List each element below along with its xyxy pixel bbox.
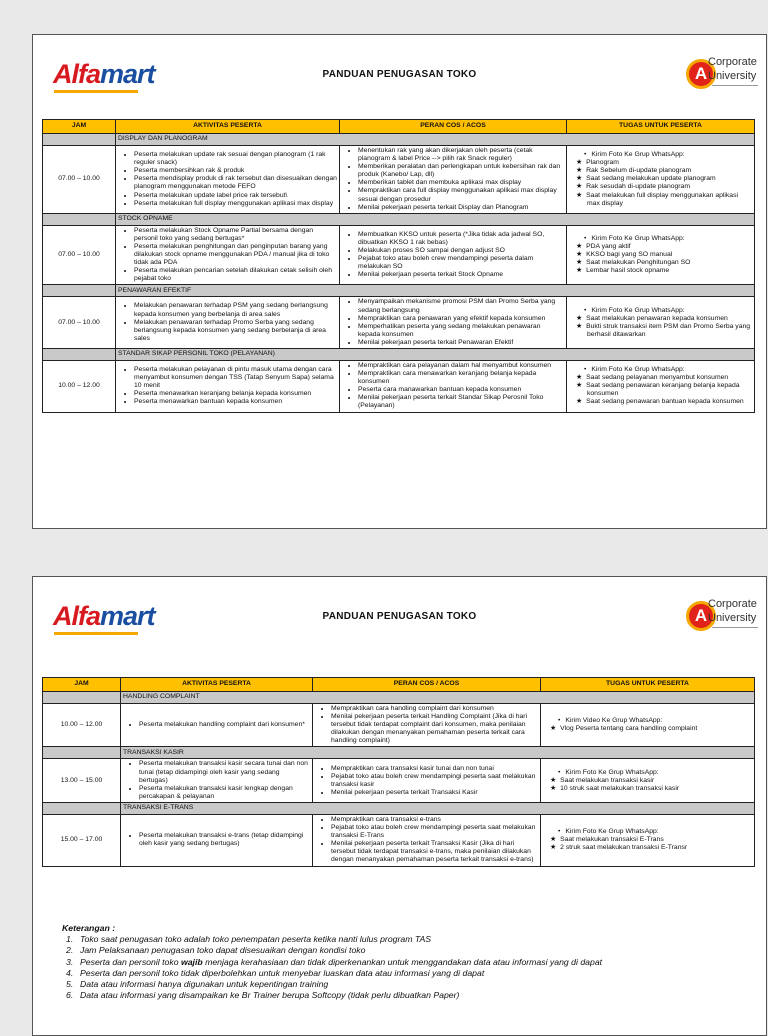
list-item: • Menilai pekerjaan peserta terkait Penawaran Efektif — [358, 339, 564, 347]
tugas-cell — [541, 704, 755, 747]
list-item: • Menyampaikan mekanisme promosi PSM dan Promo Serba yang sedang berlangsung — [358, 298, 564, 314]
table-row — [43, 360, 755, 412]
list-item: • Pejabat toko atau boleh crew mendampingi peserta saat melakukan transaksi kasir — [331, 773, 538, 789]
list-item: • Peserta melakukan penghitungan dan penginputan barang yang dilakukan stock opname menggunakan PDA / manual jika di toko tidak ada PDA — [134, 243, 337, 267]
note-item: 3. Peserta dan personil toko wajib menjaga kerahasiaan dan tidak diperkenankan untuk menggandakan data atau informasi yang di dapat — [66, 956, 603, 967]
col-aktivitas: AKTIVITAS PESERTA — [121, 678, 313, 692]
tugas-heading: • Kirim Foto Ke Grup WhatsApp: — [584, 151, 685, 158]
logo-underline — [54, 90, 138, 93]
list-item: • Mempraktikan cara penawaran yang efektif kepada konsumen — [358, 315, 564, 323]
section-row — [43, 802, 755, 814]
peran-cell — [340, 225, 567, 285]
corporate-university-logo: A Corporate University — [664, 53, 760, 97]
peran-cell — [313, 704, 541, 747]
time-cell: 10.00 – 12.00 — [43, 360, 116, 412]
list-item: • Peserta membersihkan rak & produk — [134, 167, 337, 175]
bullet-list — [543, 725, 752, 733]
col-tugas: TUGAS UNTUK PESERTA — [567, 120, 755, 134]
bullet-list — [315, 765, 538, 797]
list-item: • Mempraktikan cara transaksi e-trans — [331, 816, 538, 824]
table-row — [43, 146, 755, 214]
table-header-row — [43, 120, 755, 134]
bullet-list — [315, 816, 538, 865]
list-item: • Menilai pekerjaan peserta terkait Transaksi Kasir — [331, 789, 538, 797]
section-title: STOCK OPNAME — [116, 213, 755, 225]
col-aktivitas: AKTIVITAS PESERTA — [116, 120, 340, 134]
list-item: ★ Saat melakukan penawaran kepada konsumen — [587, 315, 752, 323]
aktivitas-cell — [121, 704, 313, 747]
list-item: • Peserta melakukan transaksi e-trans (tetap didampingi oleh kasir yang sedang bertugas) — [139, 832, 310, 848]
list-item: • Mempraktikan cara pelayanan dalam hal menyambut konsumen — [358, 362, 564, 370]
section-title: HANDLING COMPLAINT — [121, 692, 755, 704]
bullet-list — [315, 705, 538, 745]
list-item: • Peserta menawarkan bantuan kepada konsumen — [134, 398, 337, 406]
bullet-list — [543, 777, 752, 793]
bullet-list — [118, 302, 337, 342]
section-title: PENAWARAN EFEKTIF — [116, 285, 755, 297]
section-title: STANDAR SIKAP PERSONIL TOKO (PELAYANAN) — [116, 348, 755, 360]
aktivitas-cell — [116, 297, 340, 349]
peran-cell — [313, 759, 541, 802]
list-item: • Peserta melakukan transaksi kasir lengkap dengan percakapan & pelayanan — [139, 785, 310, 801]
list-item: • Peserta melakukan Stock Opname Partial bersama dengan personil toko yang sedang bertugas* — [134, 227, 337, 243]
col-peran: PERAN COS / ACOS — [313, 678, 541, 692]
note-item: 1. Toko saat penugasan toko adalah toko penempatan peserta ketika nanti lulus program TAS — [66, 934, 432, 945]
aktivitas-cell — [121, 814, 313, 866]
bullet-list — [118, 151, 337, 208]
bullet-list — [342, 298, 564, 347]
list-item: • Mempraktikan cara transaksi kasir tunai dan non tunai — [331, 765, 538, 773]
list-item: • Mempraktikan cara full display menggunakan aplikasi max display sesuai dengan prosedur — [358, 187, 564, 203]
col-tugas: TUGAS UNTUK PESERTA — [541, 678, 755, 692]
list-item: • Peserta cara manawarkan bantuan kepada konsumen — [358, 386, 564, 394]
section-row — [43, 692, 755, 704]
list-item: • Memberikan tablet dan membuka aplikasi max display — [358, 179, 564, 187]
list-item: ★ PDA yang aktif — [587, 243, 752, 251]
list-item: ★ Saat sedang penawaran bantuan kepada konsumen — [587, 398, 752, 406]
list-item: • Menilai pekerjaan peserta terkait Standar Sikap Perosnil Toko (Pelayanan) — [358, 394, 564, 410]
tugas-heading: • Kirim Foto Ke Grup WhatsApp: — [584, 235, 685, 242]
list-item: • Peserta melakukan transaksi kasir secara tunai dan non tunai (tetap didampingi oleh kasir yang sedang bertugas) — [139, 760, 310, 784]
col-peran: PERAN COS / ACOS — [340, 120, 567, 134]
emphasis-word: wajib — [180, 956, 203, 967]
document-page-1 — [32, 34, 767, 529]
page-title: PANDUAN PENUGASAN TOKO — [322, 611, 477, 622]
col-jam: JAM — [43, 120, 116, 134]
bullet-list — [118, 227, 337, 284]
list-item: • Menilai pekerjaan peserta terkait Handling Complaint (Jika di hari tersebut tidak terdapat complaint dari konsumen, maka penilaian dilakukan dengan menanyakan pemahaman peserta terkait cara handling complaint) — [331, 713, 538, 745]
peran-cell — [340, 360, 567, 412]
list-item: • Melakukan penawaran terhadap PSM yang sedang berlangsung kepada konsumen yang berbelanja di area sales — [134, 302, 337, 318]
list-item: ★ 10 struk saat melakukan transaksi kasir — [561, 785, 752, 793]
time-cell: 07.00 – 10.00 — [43, 297, 116, 349]
list-item: ★ Rak Sebelum di-update planogram — [587, 167, 752, 175]
table-row — [43, 759, 755, 802]
list-item: ★ Saat sedang melakukan update planogram — [587, 175, 752, 183]
tugas-heading: • Kirim Foto Ke Grup WhatsApp: — [558, 828, 659, 835]
list-item: ★ 2 struk saat melakukan transaksi E-Transr — [561, 844, 752, 852]
list-item: • Peserta melakukan pelayanan di pintu masuk utama dengan cara menyambut konsumen dengan TSS (Tatap Senyum Sapa) selama 10 menit — [134, 366, 337, 390]
list-item: • Melakukan proses SO sampai dengan adjust SO — [358, 247, 564, 255]
list-item: • Peserta melakukan update rak sesuai dengan planogram (1 rak reguler snack) — [134, 151, 337, 167]
table-row — [43, 297, 755, 349]
list-item: • Peserta melakukan full display menggunakan aplikasi max display — [134, 200, 337, 208]
list-item: • Menilai pekerjaan peserta terkait Display dan Planogram — [358, 204, 564, 212]
time-cell: 07.00 – 10.00 — [43, 146, 116, 214]
section-row — [43, 348, 755, 360]
bullet-list — [123, 721, 310, 729]
note-item: 6. Data atau informasi yang disampaikan ke Br Trainer berupa Softcopy (tidak perlu dibuatkan Paper) — [66, 990, 460, 1001]
tugas-cell — [567, 146, 755, 214]
list-item: ★ Lembar hasil stock opname — [587, 267, 752, 275]
list-item: • Pejabat toko atau boleh crew mendampingi peserta dalam melakukan SO — [358, 255, 564, 271]
section-row — [43, 213, 755, 225]
section-row — [43, 134, 755, 146]
list-item: • Menilai pekerjaan peserta terkait Stock Opname — [358, 271, 564, 279]
note-item: 4. Peserta dan personil toko tidak diperbolehkan untuk menyebar luaskan data atau informasi yang di dapat — [66, 967, 485, 978]
bullet-list — [569, 374, 752, 406]
list-item: • Mempraktikan cara handling complaint dari konsumen — [331, 705, 538, 713]
list-item: • Memberikan peralatan dan perlengkapan untuk kebersihan rak dan produk (Kanebo/ Lap, dll) — [358, 163, 564, 179]
note-item: 5. Data atau informasi hanya digunakan untuk kepentingan training — [66, 979, 329, 990]
corporate-university-logo: A Corporate University — [664, 595, 760, 639]
list-item: • Pejabat toko atau boleh crew mendampingi peserta saat melakukan transaksi E-Trans — [331, 824, 538, 840]
peran-cell — [340, 297, 567, 349]
list-item: ★ Saat melakukan transaksi E-Trans — [561, 836, 752, 844]
list-item: • Membuatkan KKSO untuk peserta (*Jika tidak ada jadwal SO, dibuatkan KKSO 1 rak bebas) — [358, 231, 564, 247]
table-header-row — [43, 678, 755, 692]
tugas-cell — [567, 297, 755, 349]
section-title: TRANSAKSI KASIR — [121, 747, 755, 759]
tugas-heading: • Kirim Foto Ke Grup WhatsApp: — [584, 366, 685, 373]
section-row — [43, 285, 755, 297]
cu-emblem-icon: A — [686, 59, 716, 89]
col-jam: JAM — [43, 678, 121, 692]
list-item: • Mempraktikan cara menawarkan keranjang belanja kepada konsumen — [358, 370, 564, 386]
bullet-list — [118, 366, 337, 406]
aktivitas-cell — [116, 146, 340, 214]
list-item: • Peserta mendisplay produk di rak tersebut dan disesuaikan dengan planogram menggunakan metode FEFO — [134, 175, 337, 191]
list-item: ★ Bukti struk transaksi item PSM dan Promo Serba yang berhasil ditawarkan — [587, 323, 752, 339]
list-item: • Peserta melakukan pencarian setelah dilakukan cetak selisih oleh pejabat toko — [134, 267, 337, 283]
list-item: ★ Saat melakukan Penghitungan SO — [587, 259, 752, 267]
bullet-list — [123, 832, 310, 848]
aktivitas-cell — [121, 759, 313, 802]
list-item: • Peserta melakukan update label price rak tersebut\ — [134, 192, 337, 200]
tugas-heading: • Kirim Foto Ke Grup WhatsApp: — [558, 769, 659, 776]
tugas-cell — [567, 360, 755, 412]
time-cell: 15.00 – 17.00 — [43, 814, 121, 866]
bullet-list — [543, 836, 752, 852]
list-item: ★ Saat melakukan full display menggunakan aplikasi max display — [587, 192, 752, 208]
notes-block — [62, 923, 726, 1001]
list-item: • Menentukan rak yang akan dikerjakan oleh peserta (cetak planogram & label Price --> pilih rak Snack reguler) — [358, 147, 564, 163]
bullet-list — [342, 147, 564, 212]
tugas-cell — [541, 814, 755, 866]
section-row — [43, 747, 755, 759]
notes-list — [66, 934, 726, 1001]
tugas-cell — [567, 225, 755, 285]
list-item: ★ Planogram — [587, 159, 752, 167]
bullet-list — [569, 243, 752, 275]
bullet-list — [123, 760, 310, 800]
list-item: • Peserta menawarkan keranjang belanja kepada konsumen — [134, 390, 337, 398]
bullet-list — [342, 362, 564, 411]
aktivitas-cell — [116, 360, 340, 412]
table-row — [43, 704, 755, 747]
page-title: PANDUAN PENUGASAN TOKO — [322, 69, 477, 80]
bullet-list — [342, 231, 564, 280]
alfamart-logo: Alfamart — [53, 59, 155, 89]
list-item: ★ Saat melakukan transaksi kasir — [561, 777, 752, 785]
section-title: TRANSAKSI E-TRANS — [121, 802, 755, 814]
bullet-list — [569, 159, 752, 208]
alfamart-logo: Alfamart — [53, 601, 155, 631]
list-item: ★ Rak sesudah di-update planogram — [587, 183, 752, 191]
bullet-list — [569, 315, 752, 339]
notes-heading: Keterangan : — [62, 923, 116, 933]
list-item: ★ Saat sedang penawaran keranjang belanja kepada konsumen — [587, 382, 752, 398]
assignment-table — [42, 119, 755, 413]
time-cell: 07.00 – 10.00 — [43, 225, 116, 285]
logo-underline — [54, 632, 138, 635]
list-item: • Peserta melakukan handling complaint dari konsumen* — [139, 721, 310, 729]
list-item: • Menilai pekerjaan peserta terkait Transaksi Kasir (Jika di hari tersebut tidak terdapat transaksi e-trans, maka penilaian dilakukan dengan menanyakan pemahaman peserta terkait transaksi e-trans) — [331, 840, 538, 864]
aktivitas-cell — [116, 225, 340, 285]
tugas-heading: • Kirim Foto Ke Grup WhatsApp: — [584, 307, 685, 314]
list-item: ★ Vlog Peserta tentang cara handling complaint — [561, 725, 752, 733]
peran-cell — [340, 146, 567, 214]
time-cell: 13.00 – 15.00 — [43, 759, 121, 802]
table-row — [43, 225, 755, 285]
list-item: ★ Saat sedang pelayanan menyambut konsumen — [587, 374, 752, 382]
section-title: DISPLAY DAN PLANOGRAM — [116, 134, 755, 146]
list-item: ★ KKSO bagi yang SO manual — [587, 251, 752, 259]
table-row — [43, 814, 755, 866]
assignment-table — [42, 677, 755, 867]
list-item: • Melakukan penawaran terhadap Promo Serba yang sedang berlangsung kepada konsumen yang sedang berbelanja di area sales — [134, 319, 337, 343]
list-item: • Memperhatikan peserta yang sedang melakukan penawaran kepada konsumen — [358, 323, 564, 339]
tugas-heading: • Kirim Video Ke Grup WhatsApp: — [558, 717, 662, 724]
peran-cell — [313, 814, 541, 866]
time-cell: 10.00 – 12.00 — [43, 704, 121, 747]
note-item: 2. Jam Pelaksanaan penugasan toko dapat disesuaikan dengan kondisi toko — [66, 945, 366, 956]
tugas-cell — [541, 759, 755, 802]
cu-emblem-icon: A — [686, 601, 716, 631]
